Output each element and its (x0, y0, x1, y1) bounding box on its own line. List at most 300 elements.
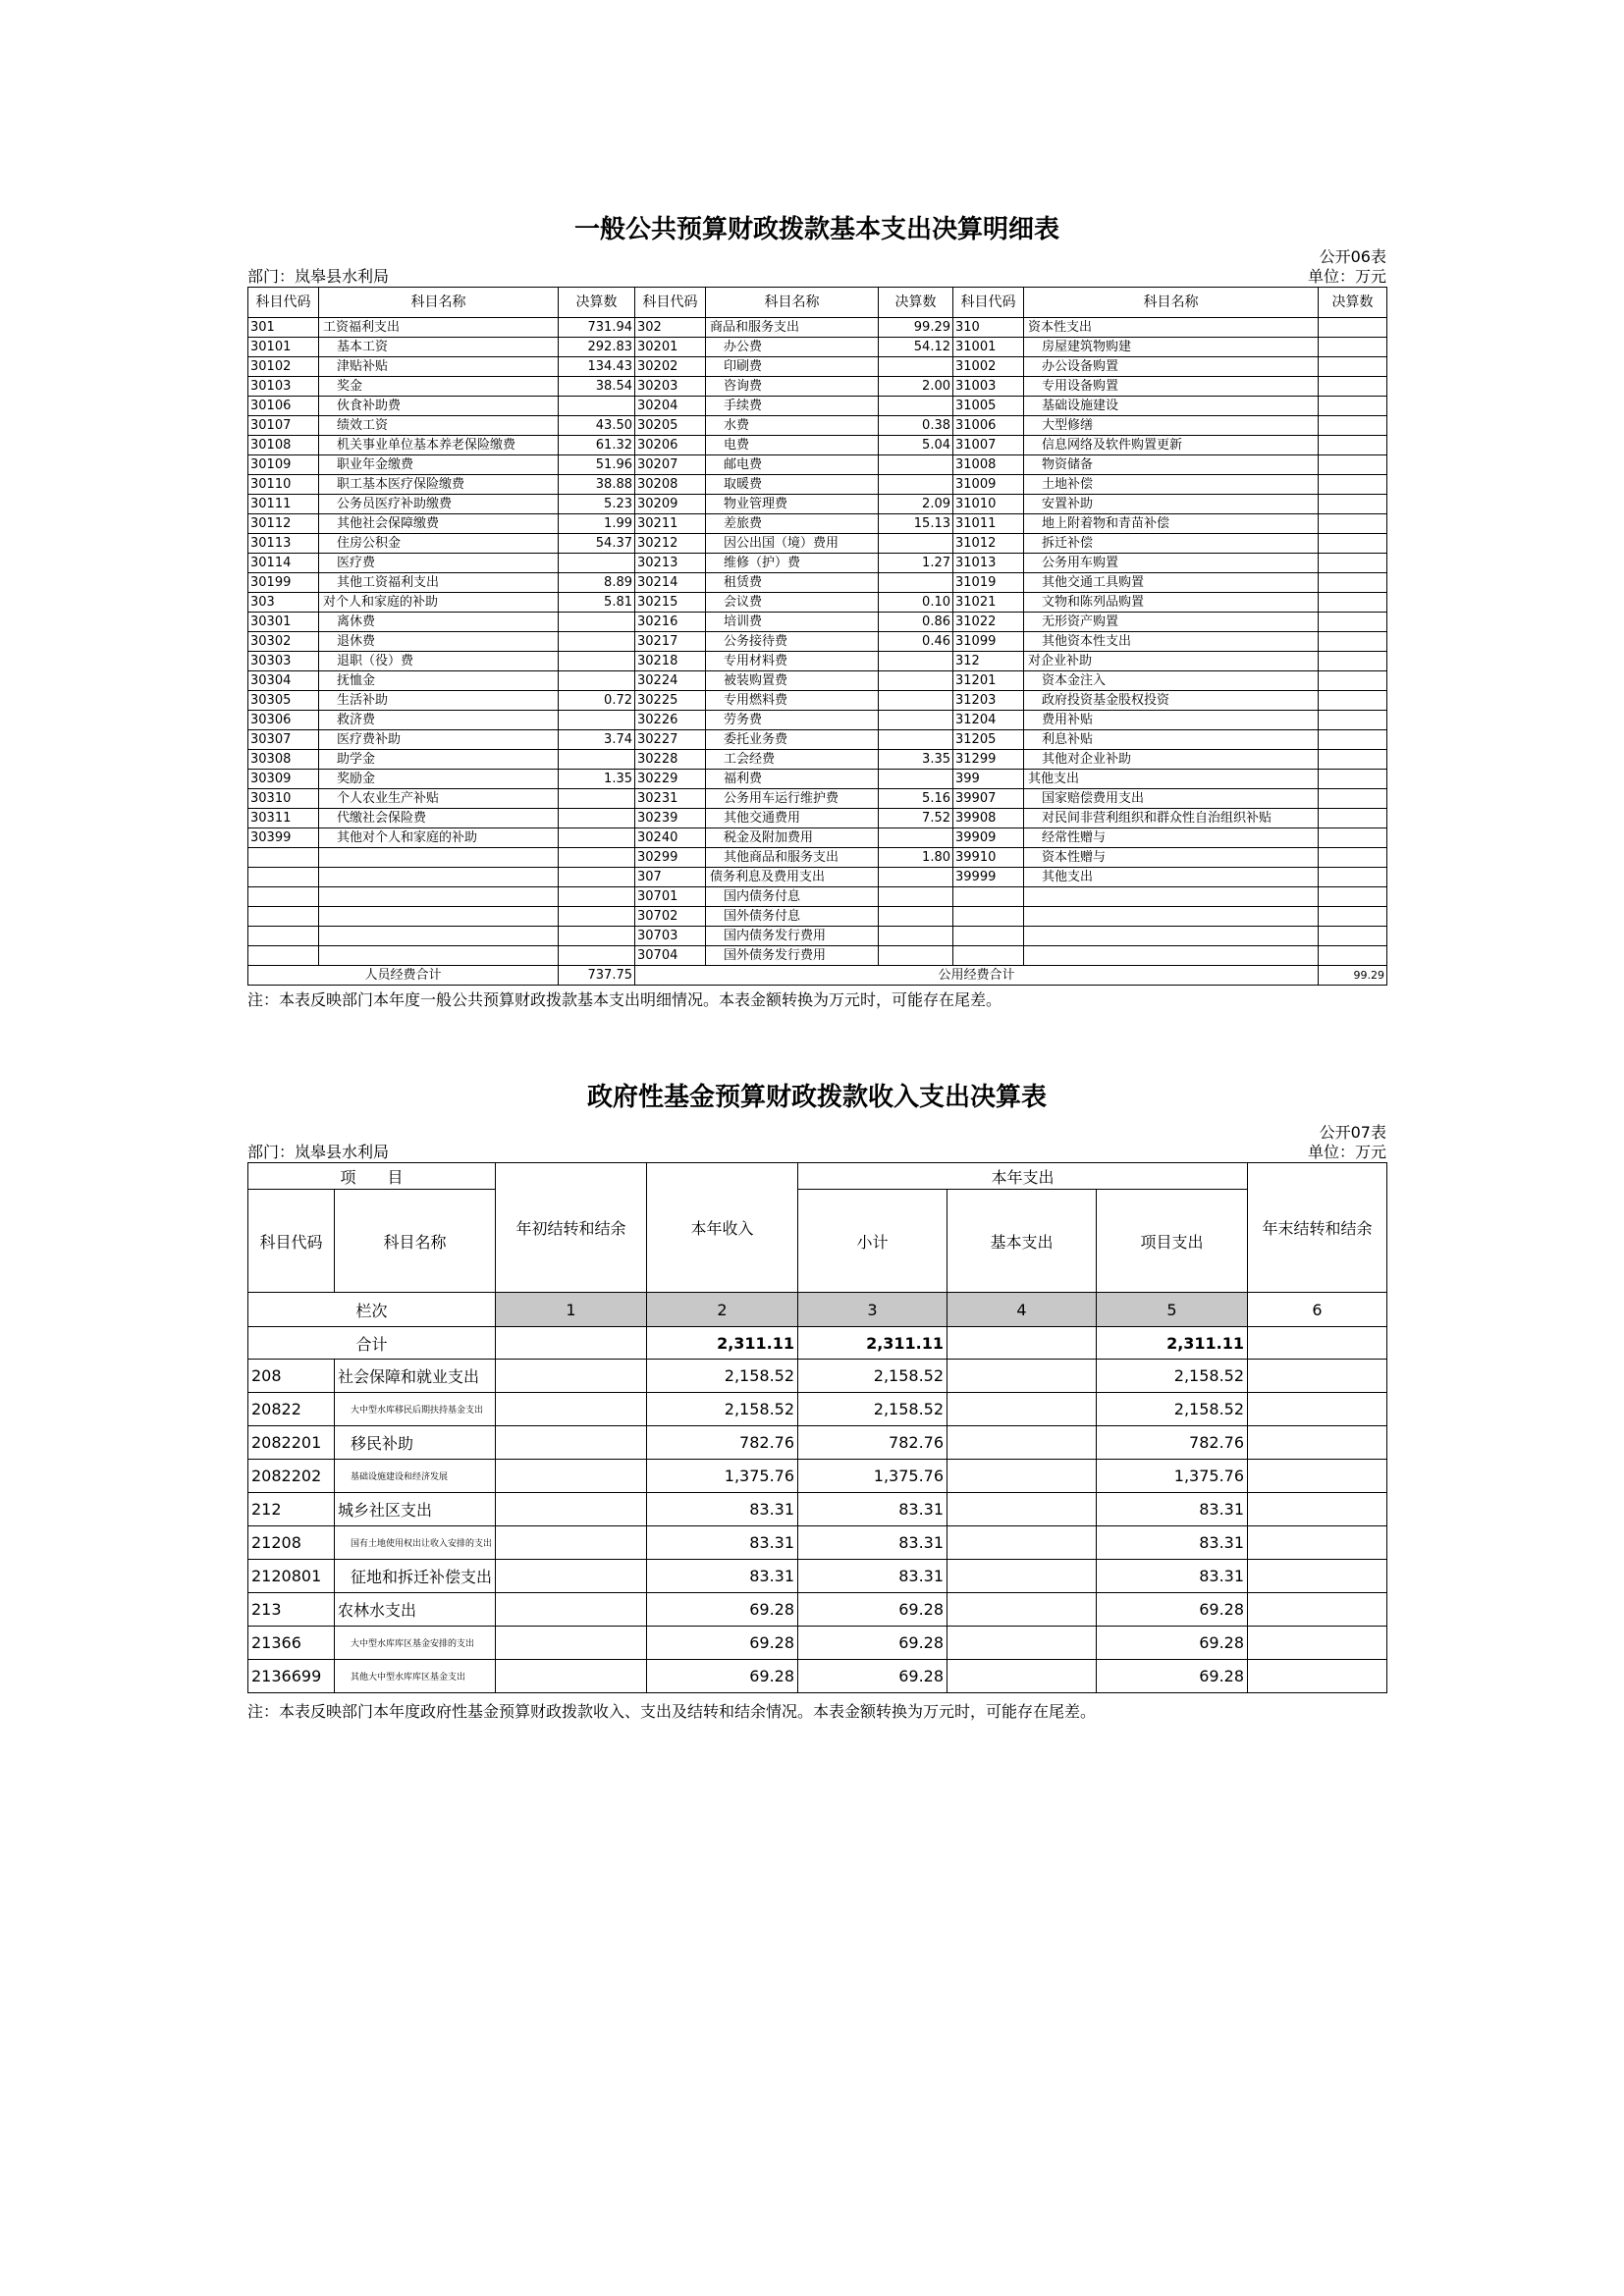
amount-cell (559, 946, 635, 966)
table-row (248, 1426, 1387, 1460)
code-cell: 30211 (635, 514, 706, 534)
name-cell: 费用补贴 (1024, 711, 1319, 730)
code-cell: 31010 (953, 495, 1024, 514)
name-cell: 印刷费 (706, 357, 879, 377)
name-cell: 福利费 (706, 770, 879, 789)
amount-cell (1319, 475, 1387, 495)
header-project: 项目支出 (1097, 1190, 1248, 1293)
amount-cell: 8.89 (559, 573, 635, 593)
code-cell: 31006 (953, 416, 1024, 436)
amount-cell (879, 534, 953, 554)
code-cell: 30229 (635, 770, 706, 789)
name-cell: 其他商品和服务支出 (706, 848, 879, 868)
table-07-header-row-1 (248, 1163, 1387, 1190)
basic-cell (947, 1493, 1097, 1526)
name-cell: 因公出国（境）费用 (706, 534, 879, 554)
name-cell: 安置补助 (1024, 495, 1319, 514)
basic-cell (947, 1460, 1097, 1493)
end-cell (1248, 1360, 1387, 1393)
table-06-code: 公开06表 (1319, 247, 1386, 266)
amount-cell (559, 868, 635, 887)
header-begin-balance: 年初结转和结余 (496, 1163, 647, 1293)
code-cell (248, 907, 319, 927)
table-row (248, 828, 1387, 848)
name-cell: 其他对个人和家庭的补助 (319, 828, 559, 848)
amount-cell: 15.13 (879, 514, 953, 534)
amount-cell (1319, 573, 1387, 593)
amount-cell: 1.80 (879, 848, 953, 868)
code-cell: 39907 (953, 789, 1024, 809)
name-cell: 退职（役）费 (319, 652, 559, 671)
amount-cell: 3.35 (879, 750, 953, 770)
income-cell: 2,158.52 (647, 1393, 798, 1426)
table-row (248, 1526, 1387, 1560)
amount-cell (879, 671, 953, 691)
header-name: 科目名称 (335, 1190, 496, 1293)
code-cell: 30224 (635, 671, 706, 691)
table-row (248, 455, 1387, 475)
amount-cell: 5.81 (559, 593, 635, 613)
name-cell: 其他交通费用 (706, 809, 879, 828)
header-item: 项 目 (248, 1163, 496, 1190)
basic-cell (947, 1393, 1097, 1426)
table-row (248, 1493, 1387, 1526)
header-end-balance: 年末结转和结余 (1248, 1163, 1387, 1293)
code-cell: 30101 (248, 338, 319, 357)
column-index-1: 1 (496, 1293, 647, 1327)
amount-cell (1319, 770, 1387, 789)
name-cell: 助学金 (319, 750, 559, 770)
code-cell: 30311 (248, 809, 319, 828)
code-cell: 301 (248, 318, 319, 338)
table-row (248, 573, 1387, 593)
amount-cell (1319, 730, 1387, 750)
column-index-2: 2 (647, 1293, 798, 1327)
amount-cell (1319, 455, 1387, 475)
name-cell: 个人农业生产补贴 (319, 789, 559, 809)
code-cell: 30306 (248, 711, 319, 730)
table-row (248, 397, 1387, 416)
code-cell: 30208 (635, 475, 706, 495)
begin-cell (496, 1493, 647, 1526)
name-cell: 房屋建筑物购建 (1024, 338, 1319, 357)
code-cell: 307 (635, 868, 706, 887)
name-cell: 利息补贴 (1024, 730, 1319, 750)
table-row (248, 416, 1387, 436)
code-cell: 30302 (248, 632, 319, 652)
project-cell: 69.28 (1097, 1627, 1248, 1660)
total-income: 2,311.11 (647, 1327, 798, 1360)
code-cell: 30701 (635, 887, 706, 907)
code-cell: 30213 (635, 554, 706, 573)
code-cell: 31201 (953, 671, 1024, 691)
amount-cell (1319, 632, 1387, 652)
subtotal-cell: 69.28 (798, 1627, 947, 1660)
name-cell: 无形资产购置 (1024, 613, 1319, 632)
amount-cell: 51.96 (559, 455, 635, 475)
table-row (248, 1460, 1387, 1493)
table-07-dept: 部门：岚皋县水利局 (247, 1143, 390, 1161)
name-cell: 会议费 (706, 593, 879, 613)
table-06-section (247, 212, 1386, 1010)
amount-cell (559, 652, 635, 671)
basic-cell (947, 1560, 1097, 1593)
amount-cell (559, 848, 635, 868)
code-cell: 31009 (953, 475, 1024, 495)
header-basic: 基本支出 (947, 1190, 1097, 1293)
basic-cell (947, 1426, 1097, 1460)
amount-cell: 0.86 (879, 613, 953, 632)
amount-cell (879, 730, 953, 750)
code-cell: 30310 (248, 789, 319, 809)
subtotal-cell: 83.31 (798, 1493, 947, 1526)
table-06-header-cell: 决算数 (559, 288, 635, 318)
table-07-title: 政府性基金预算财政拨款收入支出决算表 (586, 1083, 1047, 1112)
table-06-header-cell: 科目名称 (1024, 288, 1319, 318)
subtotal-cell: 782.76 (798, 1426, 947, 1460)
name-cell (1024, 907, 1319, 927)
name-cell: 社会保障和就业支出 (335, 1360, 496, 1393)
code-cell: 213 (248, 1593, 335, 1627)
table-07-body (248, 1293, 1387, 1693)
name-cell (1024, 927, 1319, 946)
code-cell: 2120801 (248, 1560, 335, 1593)
code-cell: 30303 (248, 652, 319, 671)
amount-cell (1319, 338, 1387, 357)
table-06-note: 注：本表反映部门本年度一般公共预算财政拨款基本支出明细情况。本表金额转换为万元时，可能存在尾差。 (247, 990, 1002, 1009)
name-cell: 移民补助 (335, 1426, 496, 1460)
name-cell: 其他支出 (1024, 770, 1319, 789)
amount-cell (879, 887, 953, 907)
name-cell: 对企业补助 (1024, 652, 1319, 671)
table-row (248, 475, 1387, 495)
name-cell: 文物和陈列品购置 (1024, 593, 1319, 613)
code-cell: 30207 (635, 455, 706, 475)
project-cell: 2,158.52 (1097, 1360, 1248, 1393)
column-index-label: 栏次 (248, 1293, 496, 1327)
table-row (248, 1360, 1387, 1393)
code-cell: 30112 (248, 514, 319, 534)
name-cell: 公务用车购置 (1024, 554, 1319, 573)
table-07-meta-code-row (247, 1123, 1386, 1143)
name-cell (319, 848, 559, 868)
begin-cell (496, 1560, 647, 1593)
table-06-unit: 单位：万元 (1307, 267, 1386, 286)
code-cell: 20822 (248, 1393, 335, 1426)
name-cell: 其他支出 (1024, 868, 1319, 887)
amount-cell (559, 554, 635, 573)
table-06-header-cell: 决算数 (1319, 288, 1387, 318)
name-cell: 政府投资基金股权投资 (1024, 691, 1319, 711)
code-cell: 31001 (953, 338, 1024, 357)
table-07-code: 公开07表 (1319, 1123, 1386, 1142)
name-cell: 工会经费 (706, 750, 879, 770)
name-cell: 公务用车运行维护费 (706, 789, 879, 809)
code-cell: 2082201 (248, 1426, 335, 1460)
table-row (248, 730, 1387, 750)
amount-cell (1319, 495, 1387, 514)
name-cell: 国有土地使用权出让收入安排的支出 (335, 1526, 496, 1560)
name-cell: 其他社会保障缴费 (319, 514, 559, 534)
amount-cell (1319, 613, 1387, 632)
code-cell: 30304 (248, 671, 319, 691)
table-row (248, 593, 1387, 613)
table-06-total-row (248, 966, 1387, 986)
code-cell: 30240 (635, 828, 706, 848)
amount-cell: 2.09 (879, 495, 953, 514)
code-cell: 30228 (635, 750, 706, 770)
income-cell: 782.76 (647, 1426, 798, 1460)
code-cell: 31021 (953, 593, 1024, 613)
total-end (1248, 1327, 1387, 1360)
code-cell (248, 946, 319, 966)
amount-cell (879, 927, 953, 946)
amount-cell (879, 711, 953, 730)
table-row (248, 671, 1387, 691)
begin-cell (496, 1526, 647, 1560)
table-row (248, 1593, 1387, 1627)
table-row (248, 318, 1387, 338)
code-cell: 399 (953, 770, 1024, 789)
table-row (248, 514, 1387, 534)
name-cell: 培训费 (706, 613, 879, 632)
code-cell: 30214 (635, 573, 706, 593)
code-cell (248, 848, 319, 868)
amount-cell (1319, 671, 1387, 691)
name-cell: 救济费 (319, 711, 559, 730)
name-cell: 专用材料费 (706, 652, 879, 671)
name-cell: 土地补偿 (1024, 475, 1319, 495)
table-row (248, 338, 1387, 357)
amount-cell: 54.37 (559, 534, 635, 554)
income-cell: 69.28 (647, 1627, 798, 1660)
code-cell: 30204 (635, 397, 706, 416)
amount-cell: 7.52 (879, 809, 953, 828)
income-cell: 1,375.76 (647, 1460, 798, 1493)
end-cell (1248, 1593, 1387, 1627)
income-cell: 83.31 (647, 1526, 798, 1560)
total-label: 合计 (248, 1327, 496, 1360)
code-cell: 30215 (635, 593, 706, 613)
name-cell (319, 887, 559, 907)
income-cell: 69.28 (647, 1660, 798, 1693)
name-cell: 专用设备购置 (1024, 377, 1319, 397)
name-cell: 大中型水库移民后期扶持基金支出 (335, 1393, 496, 1426)
name-cell (319, 868, 559, 887)
name-cell: 代缴社会保险费 (319, 809, 559, 828)
amount-cell (559, 887, 635, 907)
amount-cell (559, 632, 635, 652)
project-cell: 782.76 (1097, 1426, 1248, 1460)
amount-cell: 1.27 (879, 554, 953, 573)
code-cell: 31005 (953, 397, 1024, 416)
amount-cell (879, 770, 953, 789)
name-cell (319, 927, 559, 946)
name-cell: 征地和拆迁补偿支出 (335, 1560, 496, 1593)
table-row (248, 554, 1387, 573)
code-cell: 31013 (953, 554, 1024, 573)
amount-cell: 0.38 (879, 416, 953, 436)
code-cell: 30111 (248, 495, 319, 514)
column-index-3: 3 (798, 1293, 947, 1327)
amount-cell (559, 789, 635, 809)
code-cell: 30113 (248, 534, 319, 554)
name-cell: 基础设施建设 (1024, 397, 1319, 416)
subtotal-cell: 69.28 (798, 1593, 947, 1627)
name-cell: 基本工资 (319, 338, 559, 357)
total-personnel-value: 737.75 (559, 966, 635, 986)
end-cell (1248, 1426, 1387, 1460)
table-06-header-cell: 科目代码 (953, 288, 1024, 318)
column-index-5: 5 (1097, 1293, 1248, 1327)
table-06-body (248, 318, 1387, 966)
name-cell: 国外债务付息 (706, 907, 879, 927)
total-basic (947, 1327, 1097, 1360)
code-cell: 31011 (953, 514, 1024, 534)
code-cell: 39908 (953, 809, 1024, 828)
amount-cell (879, 357, 953, 377)
begin-cell (496, 1426, 647, 1460)
code-cell (248, 927, 319, 946)
code-cell: 30703 (635, 927, 706, 946)
header-code: 科目代码 (248, 1190, 335, 1293)
table-06 (247, 287, 1387, 986)
income-cell: 83.31 (647, 1493, 798, 1526)
amount-cell: 731.94 (559, 318, 635, 338)
begin-cell (496, 1660, 647, 1693)
table-06-meta-row (247, 267, 1386, 287)
code-cell: 30309 (248, 770, 319, 789)
name-cell: 公务员医疗补助缴费 (319, 495, 559, 514)
code-cell: 30301 (248, 613, 319, 632)
table-row (248, 1660, 1387, 1693)
name-cell (1024, 887, 1319, 907)
table-row (248, 691, 1387, 711)
end-cell (1248, 1493, 1387, 1526)
table-row (248, 927, 1387, 946)
basic-cell (947, 1660, 1097, 1693)
name-cell: 商品和服务支出 (706, 318, 879, 338)
name-cell: 绩效工资 (319, 416, 559, 436)
code-cell: 30201 (635, 338, 706, 357)
project-cell: 2,158.52 (1097, 1393, 1248, 1426)
code-cell: 31008 (953, 455, 1024, 475)
name-cell: 维修（护）费 (706, 554, 879, 573)
code-cell: 31205 (953, 730, 1024, 750)
code-cell: 21366 (248, 1627, 335, 1660)
name-cell: 住房公积金 (319, 534, 559, 554)
amount-cell (559, 927, 635, 946)
amount-cell (559, 828, 635, 848)
amount-cell (1319, 946, 1387, 966)
column-index-6: 6 (1248, 1293, 1387, 1327)
name-cell: 职业年金缴费 (319, 455, 559, 475)
table-06-header-row (248, 288, 1387, 318)
code-cell: 30218 (635, 652, 706, 671)
name-cell: 大中型水库库区基金安排的支出 (335, 1627, 496, 1660)
code-cell: 30107 (248, 416, 319, 436)
amount-cell (1319, 318, 1387, 338)
code-cell: 30102 (248, 357, 319, 377)
name-cell: 基础设施建设和经济发展 (335, 1460, 496, 1493)
total-begin (496, 1327, 647, 1360)
table-row (248, 357, 1387, 377)
amount-cell (1319, 927, 1387, 946)
table-row (248, 887, 1387, 907)
table-row (248, 809, 1387, 828)
end-cell (1248, 1393, 1387, 1426)
amount-cell (1319, 691, 1387, 711)
amount-cell (879, 652, 953, 671)
table-07-section (247, 1080, 1386, 1722)
code-cell: 30212 (635, 534, 706, 554)
header-expense: 本年支出 (798, 1163, 1248, 1190)
amount-cell (1319, 789, 1387, 809)
amount-cell: 5.16 (879, 789, 953, 809)
table-row (248, 770, 1387, 789)
name-cell: 对民间非营利组织和群众性自治组织补贴 (1024, 809, 1319, 828)
name-cell: 信息网络及软件购置更新 (1024, 436, 1319, 455)
table-07-unit: 单位：万元 (1307, 1143, 1386, 1161)
code-cell: 30103 (248, 377, 319, 397)
code-cell: 31007 (953, 436, 1024, 455)
table-06-header-cell: 科目名称 (319, 288, 559, 318)
table-row (248, 848, 1387, 868)
name-cell: 国内债务发行费用 (706, 927, 879, 946)
subtotal-cell: 1,375.76 (798, 1460, 947, 1493)
code-cell: 30114 (248, 554, 319, 573)
table-06-header-cell: 决算数 (879, 288, 953, 318)
name-cell: 医疗费补助 (319, 730, 559, 750)
name-cell: 津贴补贴 (319, 357, 559, 377)
name-cell: 水费 (706, 416, 879, 436)
total-personnel-label: 人员经费合计 (248, 966, 559, 986)
name-cell (319, 946, 559, 966)
code-cell: 39909 (953, 828, 1024, 848)
code-cell (248, 868, 319, 887)
name-cell: 国家赔偿费用支出 (1024, 789, 1319, 809)
name-cell: 奖励金 (319, 770, 559, 789)
name-cell: 国内债务付息 (706, 887, 879, 907)
begin-cell (496, 1593, 647, 1627)
table-row (248, 1627, 1387, 1660)
table-07-header-row-2 (248, 1190, 1387, 1293)
name-cell: 手续费 (706, 397, 879, 416)
code-cell (953, 927, 1024, 946)
amount-cell (1319, 593, 1387, 613)
name-cell: 伙食补助费 (319, 397, 559, 416)
amount-cell: 38.88 (559, 475, 635, 495)
name-cell: 离休费 (319, 613, 559, 632)
name-cell: 经常性赠与 (1024, 828, 1319, 848)
end-cell (1248, 1560, 1387, 1593)
amount-cell (559, 809, 635, 828)
amount-cell (879, 828, 953, 848)
name-cell: 工资福利支出 (319, 318, 559, 338)
total-project: 2,311.11 (1097, 1327, 1248, 1360)
code-cell: 30226 (635, 711, 706, 730)
code-cell: 30308 (248, 750, 319, 770)
basic-cell (947, 1360, 1097, 1393)
amount-cell (1319, 534, 1387, 554)
basic-cell (947, 1627, 1097, 1660)
subtotal-cell: 83.31 (798, 1560, 947, 1593)
name-cell: 机关事业单位基本养老保险缴费 (319, 436, 559, 455)
code-cell: 30231 (635, 789, 706, 809)
amount-cell: 1.35 (559, 770, 635, 789)
table-07 (247, 1162, 1387, 1693)
name-cell: 电费 (706, 436, 879, 455)
